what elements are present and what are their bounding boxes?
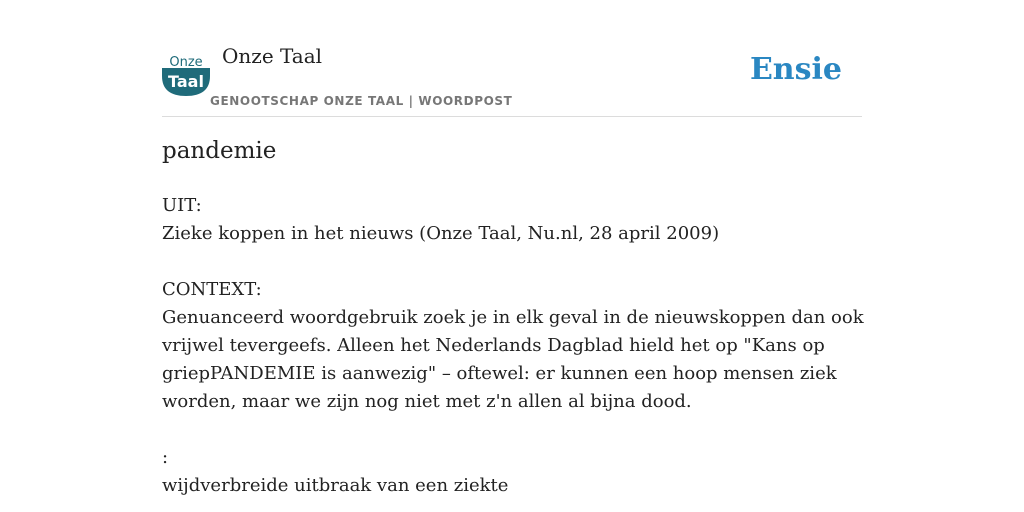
context-line: Genuanceerd woordgebruik zoek je in elk geval in de nieuwskoppen dan ook	[162, 307, 864, 328]
ensie-brand-link[interactable]: Ensie	[749, 52, 842, 87]
entry-title: pandemie	[162, 138, 277, 164]
site-header	[162, 40, 862, 117]
org-name[interactable]: Onze Taal	[222, 44, 323, 68]
onze-taal-logo[interactable]	[162, 52, 210, 96]
context-line: vrijwel tevergeefs. Alleen het Nederlands Dagblad hield het op "Kans op	[162, 335, 825, 356]
context-line: worden, maar we zijn nog niet met z'n allen al bijna dood.	[162, 391, 692, 412]
blank-line	[162, 248, 842, 276]
logo-text-top: Onze	[169, 55, 203, 70]
blank-line	[162, 416, 842, 444]
entry-body	[162, 192, 864, 500]
org-subtitle: GENOOTSCHAP ONZE TAAL | WOORDPOST	[210, 94, 513, 108]
context-line: griepPANDEMIE is aanwezig" – oftewel: er kunnen een hoop mensen ziek	[162, 363, 837, 384]
context-label: CONTEXT:	[162, 279, 262, 300]
source-text: Zieke koppen in het nieuws (Onze Taal, Nu.nl, 28 april 2009)	[162, 223, 720, 244]
definition-text: wijdverbreide uitbraak van een ziekte	[162, 475, 509, 496]
definition-label: :	[162, 447, 169, 468]
source-label: UIT:	[162, 195, 202, 216]
logo-text-bottom: Taal	[168, 72, 204, 91]
